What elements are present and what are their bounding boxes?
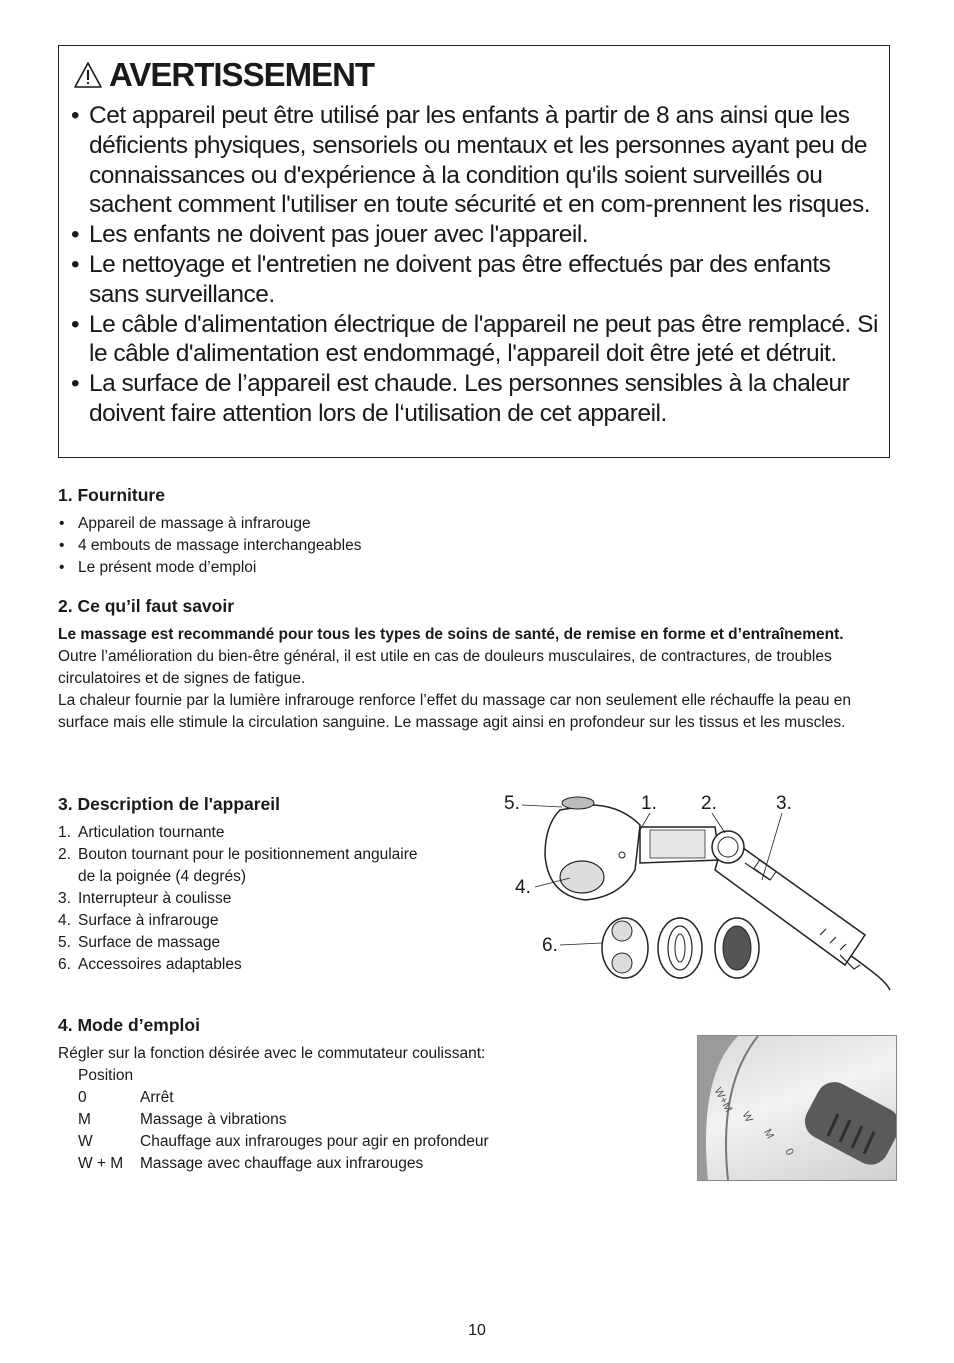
part-item: 3. Interrupteur à coulisse [58, 890, 232, 907]
supply-list [58, 513, 362, 579]
warning-title [73, 56, 374, 94]
position-row: M Massage à vibrations [78, 1111, 287, 1128]
position-table [78, 1065, 489, 1175]
section-2-body [58, 624, 888, 734]
switch-mark: 0 [782, 1146, 796, 1158]
figure-label-3: 3. [776, 793, 792, 814]
switch-photo [697, 1035, 897, 1181]
massager-illustration [500, 785, 900, 1000]
part-item: 4. Surface à infrarouge [58, 912, 219, 929]
warning-item: • Cet appareil peut être utilisé par les enfants à partir de 8 ans ainsi que les déficients physiques, sensoriels ou mentaux et les personnes ayant peu de connaissances ou d'expérience à la condition qu'ils soient surveillés ou sachent comment l'utiliser en toute sécurité et en com-prennent les risques. [71, 101, 886, 220]
warning-item: • Les enfants ne doivent pas jouer avec l'appareil. [71, 220, 886, 250]
part-item: 5. Surface de massage [58, 934, 221, 951]
section-2-paragraph-1: Outre l’amélioration du bien-être général, il est utile en cas de douleurs musculaires, de contractures, de troubles circulatoires et de signes de fatigue. [58, 648, 832, 687]
section-3-heading: 3. Description de l'appareil [58, 794, 281, 814]
section-1-heading: 1. Fourniture [58, 485, 165, 505]
warning-item: • Le câble d'alimentation électrique de l'appareil ne peut pas être remplacé. Si le câble d'alimentation est endommagé, l'appareil doit être jeté et détruit. [71, 310, 886, 370]
warning-title-text: AVERTISSEMENT [109, 56, 375, 93]
part-item: 1. Articulation tournante [58, 824, 225, 841]
switch-mark: M [761, 1127, 777, 1141]
figure-label-5: 5. [504, 793, 520, 814]
section-2-heading: 2. Ce qu’il faut savoir [58, 596, 235, 616]
part-item: 6. Accessoires adaptables [58, 956, 242, 973]
position-row: W Chauffage aux infrarouges pour agir en profondeur [78, 1133, 489, 1150]
position-table-caption: Position [78, 1067, 134, 1084]
supply-item: • Le présent mode d’emploi [58, 557, 362, 579]
warning-triangle-icon [73, 61, 103, 89]
switch-mark: W+M [711, 1085, 735, 1115]
figure-label-4: 4. [515, 877, 531, 898]
figure-label-1: 1. [641, 793, 657, 814]
position-row: 0 Arrêt [78, 1089, 174, 1106]
section-2-bold-intro: Le massage est recommandé pour tous les types de soins de santé, de remise en forme et d’entraînement. [58, 626, 844, 643]
part-item: 2. Bouton tournant pour le positionnement angulaire de la poignée (4 degrés) [58, 846, 418, 885]
switch-mark: W [739, 1109, 755, 1125]
position-row: W + M Massage avec chauffage aux infrarouges [78, 1155, 424, 1172]
warning-item: • Le nettoyage et l'entretien ne doivent pas être effectués par des enfants sans surveillance. [71, 250, 886, 310]
warning-item: • La surface de l’appareil est chaude. Les personnes sensibles à la chaleur doivent faire attention lors de l‘utilisation de cet appareil. [71, 369, 886, 429]
warning-list [71, 101, 886, 429]
figure-label-6: 6. [542, 935, 558, 956]
warning-box [58, 45, 890, 458]
device-diagram [500, 785, 900, 1000]
supply-item: • 4 embouts de massage interchangeables [58, 535, 362, 557]
supply-item: • Appareil de massage à infrarouge [58, 513, 362, 535]
page-number: 10 [468, 1322, 486, 1339]
section-4-intro: Régler sur la fonction désirée avec le commutateur coulissant: [58, 1045, 486, 1062]
section-4-heading: 4. Mode d’emploi [58, 1015, 200, 1035]
section-2-paragraph-2: La chaleur fournie par la lumière infrarouge renforce l’effet du massage car non seulement elle réchauffe la peau en surface mais elle stimule la circulation sanguine. Le massage agit ainsi en profondeur sur les tissus et les muscles. [58, 692, 851, 731]
device-parts-list [58, 822, 418, 976]
figure-label-2: 2. [701, 793, 717, 814]
